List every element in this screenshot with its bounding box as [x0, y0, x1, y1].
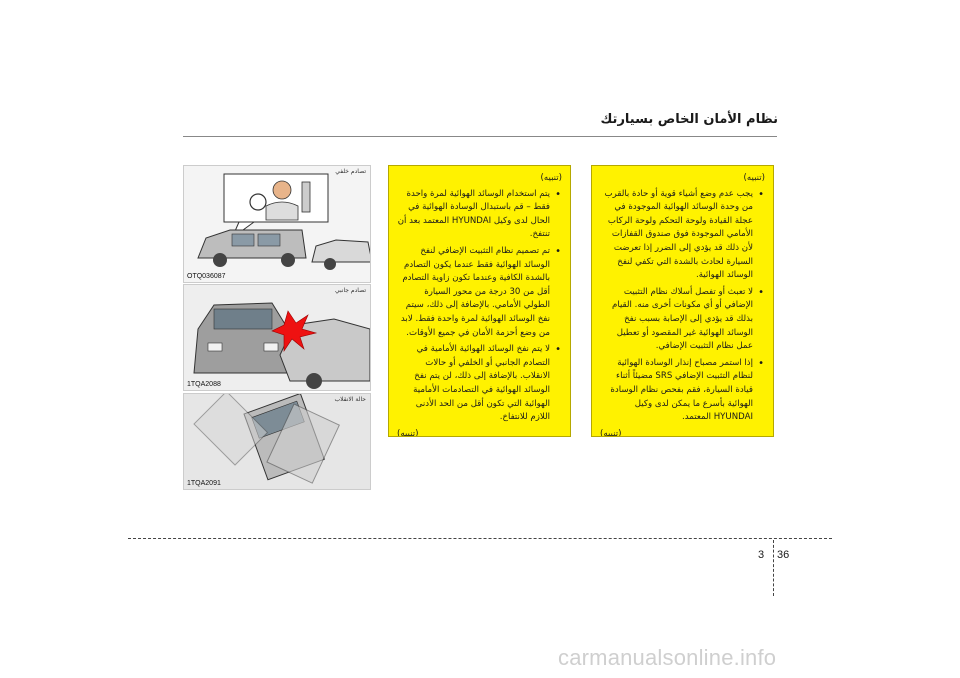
- rear-collision-illustration: [184, 166, 371, 283]
- page-number: 36: [777, 549, 790, 561]
- caution-footer: (تنبيه): [397, 428, 419, 437]
- caution-list: [397, 188, 562, 425]
- watermark: carmanualsonline.info: [558, 645, 777, 670]
- caution-box-right: [591, 165, 774, 437]
- caution-item: • لا يتم نفخ الوسائد الهوائية الأمامية في التصادم الجانبي أو الخلفي أو حالات الانقلاب. بالإضافة إلى ذلك، لن يتم نفخ الوسائد الهوائية في التصادمات الأمامية الهوائية التي تكون أقل من الحد الأدنى اللازم للانتفاخ.: [397, 343, 550, 425]
- figure-rollover: [183, 393, 371, 490]
- caution-item: • يتم استخدام الوسائد الهوائية لمرة واحدة فقط – قم باستبدال الوسادة الهوائية في الحال لدى وكيل HYUNDAI المعتمد بعد أن تنتفخ.: [397, 188, 550, 242]
- chapter-number: 3: [758, 549, 765, 561]
- caution-item: • إذا استمر مصباح إنذار الوسادة الهوائية لنظام التثبيت الإضافي SRS مضيئاً أثناء قيادة السيارة، فقم بفحص نظام الوسادة الهوائية بأسرع ما يمكن لدى وكيل HYUNDAI المعتمد.: [600, 357, 753, 425]
- caution-heading: (تنبيه): [540, 173, 562, 183]
- caution-item: • تم تصميم نظام التثبيت الإضافي لنفخ الوسائد الهوائية فقط عندما يكون التصادم بالشدة الكافية وعندما تكون زاوية التصادم أقل من 30 درجة من محور السيارة الطولي الأمامي. بالإضافة إلى ذلك، سيتم نفخ الوسائد الهوائية لمرة واحدة فقط. لابد من وضع أحزمة الأمان في جميع الأوقات.: [397, 245, 550, 340]
- figure-code: 1TQA2088: [187, 381, 221, 388]
- figure-side-collision: [183, 284, 371, 391]
- figure-caption: تصادم خلفي: [335, 168, 366, 175]
- caution-footer: (تنبيه): [600, 428, 622, 437]
- header-divider: [183, 136, 777, 137]
- figure-caption: تصادم جانبي: [334, 287, 366, 294]
- figure-rear-collision: [183, 165, 371, 283]
- caution-list: [600, 188, 765, 425]
- side-collision-illustration: [184, 285, 371, 391]
- figure-caption: حالة الانقلاب: [334, 396, 366, 403]
- caution-box-left: [388, 165, 571, 437]
- figure-code: OTQ036087: [187, 273, 226, 280]
- page-title: نظام الأمان الخاص بسيارتك: [600, 112, 778, 127]
- footer-vertical-divider: [773, 540, 774, 596]
- rollover-illustration: [184, 394, 371, 490]
- footer-divider: [128, 538, 832, 539]
- figure-code: 1TQA2091: [187, 480, 221, 487]
- caution-item: • يجب عدم وضع أشياء قوية أو حادة بالقرب من وحدة الوسائد الهوائية الموجودة في عجلة القيادة ولوحة التحكم ولوحة الركاب الأمامي الموجودة فوق صندوق القفازات لأن ذلك قد يؤدي إلى الضرر إذا تعرضت السيارة لحادث بالشدة التي تكفي لنفخ الوسائد الهوائية.: [600, 188, 753, 283]
- caution-heading: (تنبيه): [743, 173, 765, 183]
- caution-item: • لا تعبث أو تفصل أسلاك نظام التثبيت الإضافي أو أي مكونات أخرى منه. القيام بذلك قد يؤدي إلى الإصابة بسبب نفخ الوسائد الهوائية غير المقصود أو تعطيل عمل نظام التثبيت الإضافي.: [600, 286, 753, 354]
